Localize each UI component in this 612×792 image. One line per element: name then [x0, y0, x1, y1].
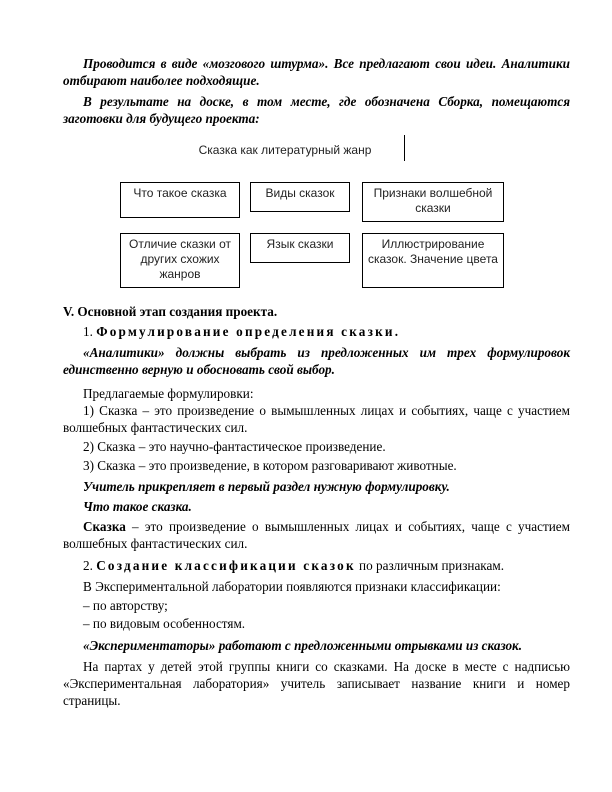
- diagram-box-what-is: Что такое сказка: [120, 182, 240, 218]
- step1-number: 1.: [83, 324, 93, 339]
- definition-word: Сказка: [83, 519, 126, 534]
- step1-heading: [63, 323, 570, 340]
- step2-tail: по различным признакам.: [355, 558, 505, 573]
- diagram-box-language: Язык сказки: [250, 233, 350, 263]
- step2-number: 2.: [83, 558, 93, 573]
- what-is-heading: Что такое сказка.: [83, 499, 192, 514]
- teacher-note: Учитель прикрепляет в первый раздел нужную формулировку.: [83, 479, 450, 494]
- diagram-box-types: Виды сказок: [250, 182, 350, 212]
- diagram-divider: [404, 135, 405, 161]
- criterion-1: – по авторству;: [83, 598, 168, 613]
- step2-title: Создание классификации сказок: [96, 558, 356, 573]
- lab-text: В Экспериментальной лаборатории появляются признаки классификации:: [83, 579, 501, 594]
- step1-title: Формулирование определения сказки.: [96, 324, 401, 339]
- diagram-box-differences: Отличие сказки от других схожих жанров: [120, 233, 240, 288]
- option-1: 1) Сказка – это произведение о вымышленных лицах и событиях, чаще с участием волшебных фантастических сил.: [63, 403, 570, 435]
- diagram-box-features: Признаки волшебной сказки: [362, 182, 504, 222]
- proposed-label: Предлагаемые формулировки:: [83, 386, 254, 401]
- option-2: 2) Сказка – это научно-фантастическое произведение.: [83, 439, 386, 454]
- diagram-title: Сказка как литературный жанр: [198, 143, 372, 157]
- section-heading: V. Основной этап создания проекта.: [63, 304, 278, 319]
- analysts-task: «Аналитики» должны выбрать из предложенных им трех формулировок единственно верную и обосновать свой выбор.: [63, 345, 570, 377]
- option-3: 3) Сказка – это произведение, в котором разговаривают животные.: [83, 458, 457, 473]
- definition-rest: – это произведение о вымышленных лицах и событиях, чаще с участием волшебных фантастических сил.: [63, 519, 570, 551]
- intro-paragraph-1: Проводится в виде «мозгового штурма». Все предлагают свои идеи. Аналитики отбирают наиболее подходящие.: [63, 56, 570, 88]
- criterion-2: – по видовым особенностям.: [83, 616, 246, 631]
- diagram-box-illustration: Иллюстрирование сказок. Значение цвета: [362, 233, 504, 288]
- experimenters: «Экспериментаторы» работают с предложенными отрывками из сказок.: [83, 638, 523, 653]
- step2-heading: [63, 557, 570, 574]
- intro-paragraph-2: В результате на доске, в том месте, где обозначена Сборка, помещаются заготовки для будущего проекта:: [63, 94, 570, 126]
- desks-paragraph: На партах у детей этой группы книги со сказками. На доске в месте с надписью «Экспериментальная лаборатория» учитель записывает название книги и номер страницы.: [63, 659, 570, 708]
- definition: [63, 518, 570, 552]
